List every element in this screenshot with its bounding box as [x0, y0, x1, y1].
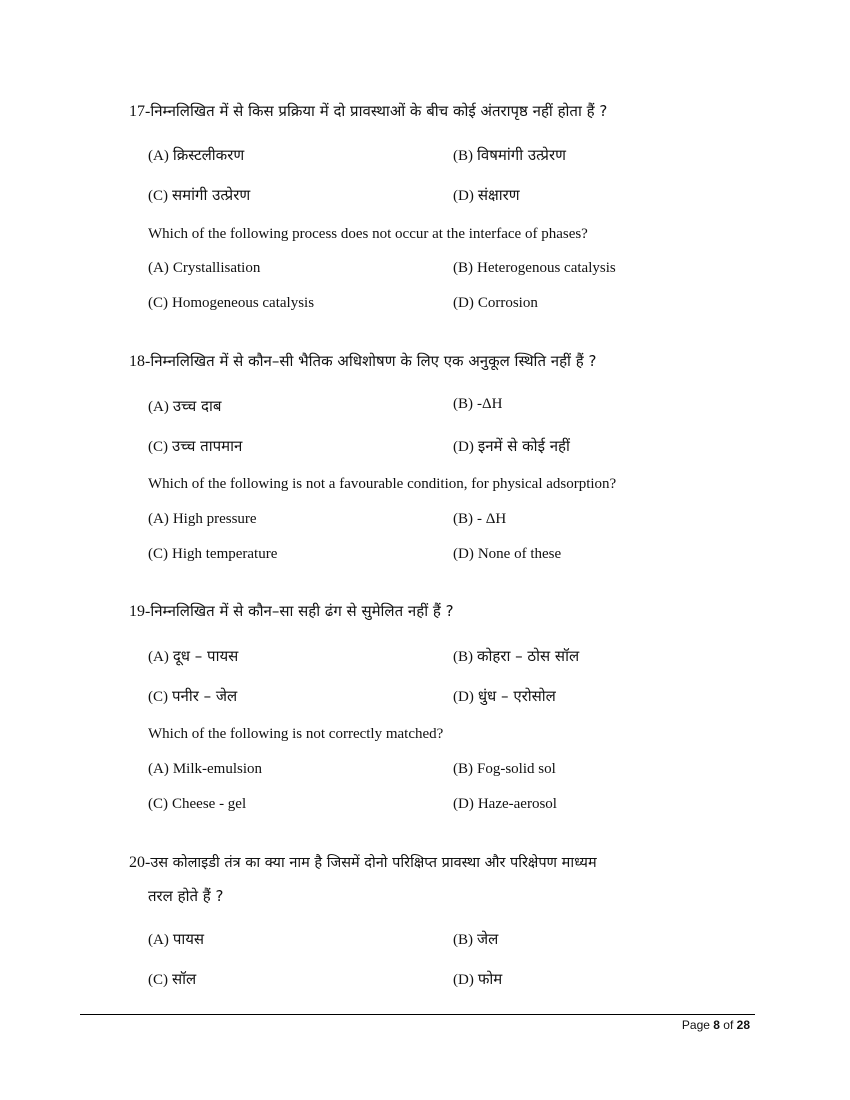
question-text-hindi: निम्नलिखित में से कौन–सी भैतिक अधिशोषण के लिए एक अनुकूल स्थिति नहीं हैं ? — [150, 352, 597, 370]
q19-english-option-a: (A) Milk-emulsion — [148, 761, 262, 777]
q17-hindi-option-a: (A) क्रिस्टलीकरण — [148, 146, 245, 164]
q20-hindi-option-c: (C) सॉल — [148, 970, 197, 988]
q19-hindi-option-d: (D) धुंध – एरोसोल — [453, 687, 556, 705]
question-number: 19- — [129, 603, 151, 620]
q19-english-option-d: (D) Haze-aerosol — [453, 796, 557, 812]
q18-english-option-a: (A) High pressure — [148, 511, 257, 527]
q20-hindi-option-a: (A) पायस — [148, 930, 205, 948]
question-19-hindi — [129, 601, 454, 621]
q17-english-option-b: (B) Heterogenous catalysis — [453, 260, 616, 276]
q18-hindi-option-d: (D) इनमें से कोई नहीं — [453, 437, 570, 455]
question-number: 20- — [129, 854, 151, 871]
q17-english-option-a: (A) Crystallisation — [148, 260, 261, 276]
q18-english-option-d: (D) None of these — [453, 546, 562, 562]
q18-english-option-c: (C) High temperature — [148, 546, 278, 562]
q18-english-option-b: (B) - ΔH — [453, 511, 507, 527]
question-18-hindi — [129, 351, 596, 371]
question-text-hindi: निम्नलिखित में से कौन–सा सही ढंग से सुमेलित नहीं हैं ? — [150, 602, 454, 620]
q19-english-option-b: (B) Fog-solid sol — [453, 761, 556, 777]
question-text-hindi: उस कोलाइडी तंत्र का क्या नाम है जिसमें दोनो परिक्षिप्त प्रावस्था और परिक्षेपण माध्यम — [150, 855, 597, 871]
q19-hindi-option-a: (A) दूध – पायस — [148, 647, 239, 665]
question-number: 17- — [129, 103, 151, 120]
q17-hindi-option-d: (D) संक्षारण — [453, 186, 520, 204]
q17-hindi-option-b: (B) विषमांगी उत्प्रेरण — [453, 146, 566, 164]
question-20-hindi — [129, 852, 597, 872]
q17-english-question: Which of the following process does not occur at the interface of phases? — [148, 226, 588, 242]
page-number: Page 8 of 28 — [681, 1018, 750, 1032]
question-number: 18- — [129, 353, 151, 370]
q18-hindi-option-a: (A) उच्च दाब — [148, 397, 222, 415]
q20-hindi-option-d: (D) फोम — [453, 970, 503, 988]
footer-divider — [80, 1014, 755, 1015]
question-17-hindi — [129, 101, 607, 121]
q17-english-option-c: (C) Homogeneous catalysis — [148, 295, 315, 311]
question-20-hindi-continued: तरल होते हैं ? — [148, 887, 224, 905]
q18-english-question: Which of the following is not a favourable condition, for physical adsorption? — [148, 476, 617, 492]
q20-hindi-option-b: (B) जेल — [453, 930, 499, 948]
question-text-hindi: निम्नलिखित में से किस प्रक्रिया में दो प्रावस्थाओं के बीच कोई अंतरापृष्ठ नहीं होता हैं ? — [150, 102, 608, 120]
q19-hindi-option-c: (C) पनीर – जेल — [148, 687, 238, 705]
q17-hindi-option-c: (C) समांगी उत्प्रेरण — [148, 186, 251, 204]
q18-hindi-option-b: (B) -ΔH — [453, 396, 503, 412]
q19-hindi-option-b: (B) कोहरा – ठोस सॉल — [453, 647, 580, 665]
q17-english-option-d: (D) Corrosion — [453, 295, 538, 311]
q19-english-option-c: (C) Cheese - gel — [148, 796, 247, 812]
q18-hindi-option-c: (C) उच्च तापमान — [148, 437, 243, 455]
q19-english-question: Which of the following is not correctly matched? — [148, 726, 444, 742]
